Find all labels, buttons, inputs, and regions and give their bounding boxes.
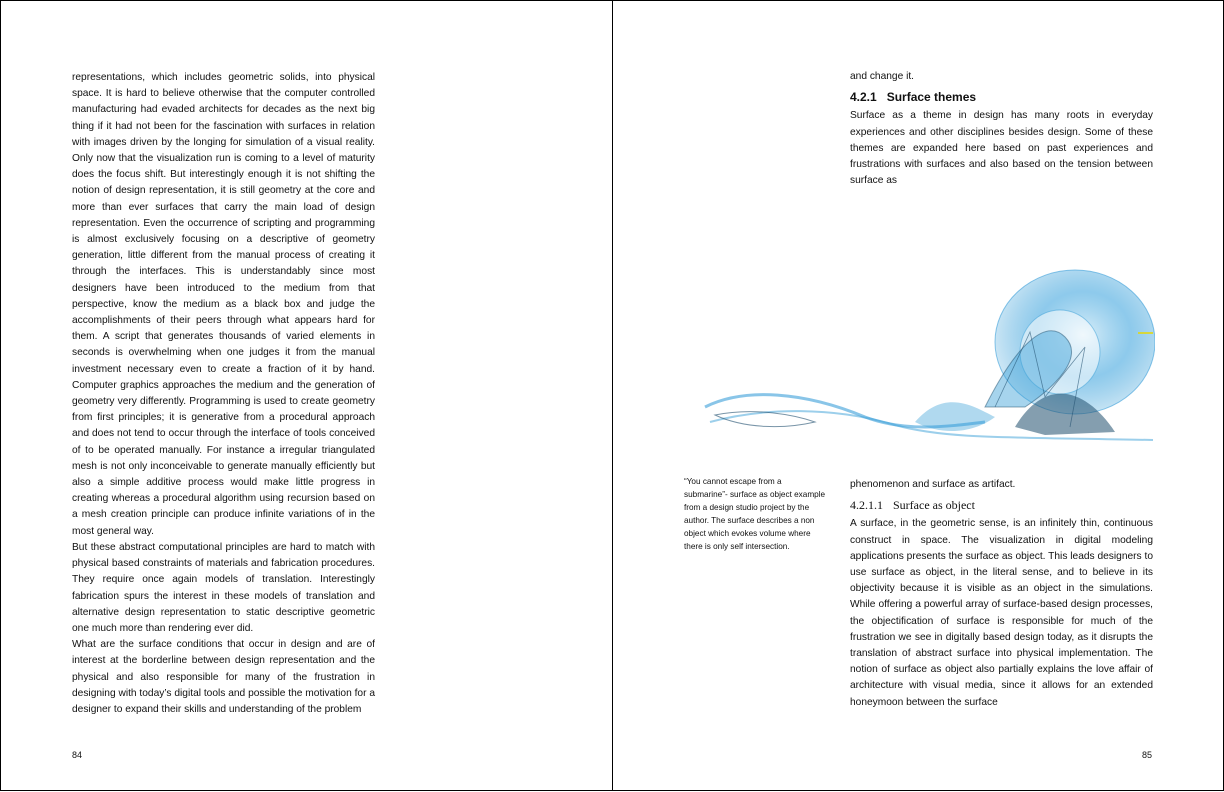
section-number: 4.2.1 [850,90,877,105]
continuation-text: phenomenon and surface as artifact. [850,479,1016,490]
surface-figure [685,257,1155,467]
section-title: Surface themes [886,90,977,105]
right-page [612,0,1224,791]
subsection-title: Surface as object [893,498,975,513]
subsection-text: A surface, in the geometric sense, is an infinitely thin, continuous construct in space. The visualization in digital modeling applications presents the surface as object. This leads designers to use surface as object, in the literal sense, and to believe in its objectivity because it is visible as an object in the simulations. While offering a powerful array of surface-based design processes, the objectification of surface is responsible for much of the frustration we see in digitally based design today, as it disrupts the translation of abstract surface into physical implementation. The notion of surface as object also partially explains the love affair of architecture with visual media, since it allows for an extended honeymoon between the surface [850,518,1153,708]
page-number: 85 [1142,750,1153,760]
figure-caption: “You cannot escape from a submarine”- surface as object example from a design studio project by the author. The surface describes a non object which evokes volume where there is only self intersection. [684,477,826,551]
subsection-number: 4.2.1.1 [850,498,883,513]
surface-form [705,270,1155,440]
page-number: 84 [72,750,83,760]
section-heading [850,89,1153,105]
section-text: Surface as a theme in design has many roots in everyday experiences and other disciplines besides design. Some of these themes are expanded here based on past experiences and frustrations with surfaces and also based on the tension between surface as [850,110,1153,187]
paragraph: What are the surface conditions that occur in design and are of interest at the borderline between design representation and the physical and also responsible for many of the frustration in designing with today’s digital tools and possible the motivation for a designer to expand their skills and understanding of the problem [72,639,375,715]
paragraph: representations, which includes geometric solids, into physical space. It is hard to believe otherwise that the computer controlled manufacturing had evaded architects for decades as the next big thing if it had not been for the fascination with surfaces in relation with images driven by the longing for simulation of a visual reality. Only now that the visualization run is coming to a level of maturity does the focus shift. But interestingly enough it is not shifting the notion of design representation, it is still geometry at the core and more than ever surfaces that carry the main load of design representation. Even the occurrence of scripting and programming is almost exclusively focusing on a descriptive of geometry generation, little different from the manual process of creating it through the interfaces. This is understandably since most designers have been introduced to the medium from that perspective, know the medium as a black box and judge the accomplishments of their peers through what appears hard for them. A script that generates thousands of varied elements in seconds is overwhelming when one judges it from the manual investment necessary even to create a fraction of it by hand. Computer graphics approaches the medium and the generation of geometry very differently. Programming is used to create geometry from first principles; it is generative from a procedural approach and does not tend to occur through the interface of tools conceived of to be operated manually. For instance a irregular triangulated mesh is not only inconceivable to generate manually efficiently but also a simple additive process would make little progress in creating whereas a procedural algorithm using recursion based on a mesh creation principle can produce infinite variations of in the most general way. [72,72,375,537]
right-column-top [850,69,1153,189]
subsection-heading [850,497,1153,513]
paragraph: But these abstract computational principles are hard to match with physical based constraints of materials and fabrication procedures. They require once again models of translation. Interestingly fabrication spurs the interest in these models of translation and alternative design representation to static descriptive geometric one much more than rendering ever did. [72,541,375,634]
right-column-bottom [850,477,1153,711]
left-column-text [72,70,375,718]
intro-text: and change it. [850,71,915,82]
